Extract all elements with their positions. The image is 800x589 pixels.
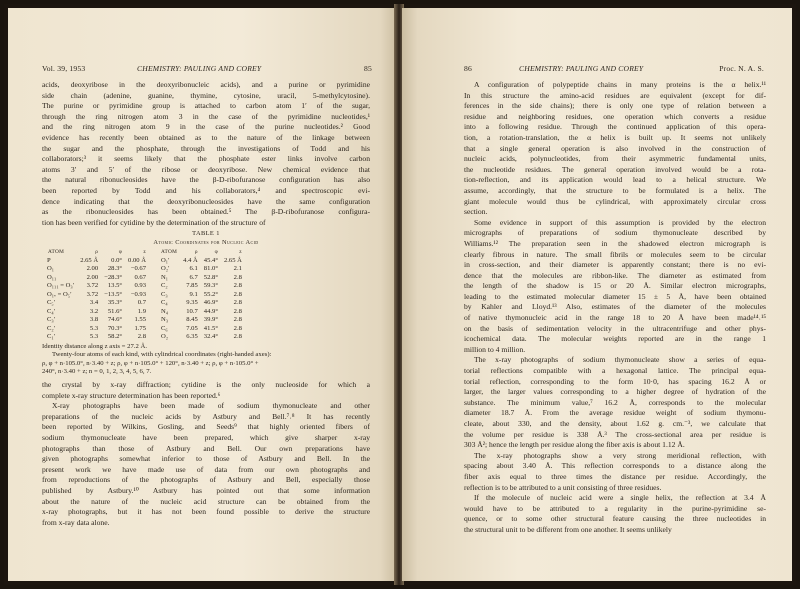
table-cell: C₃ <box>161 290 168 298</box>
table-cell: O₂ <box>161 333 169 341</box>
table-cell: 8.45 <box>186 316 198 324</box>
table-cell: 4.4 Å <box>183 256 198 264</box>
text-line: through the ring nitrogen atom 3 in the case of the pyrimidine nucleotides,¹ <box>42 111 370 121</box>
running-title: CHEMISTRY: PAULING AND COREY <box>137 64 262 73</box>
table-cell: 1.9 <box>137 307 146 315</box>
paragraph <box>42 80 370 228</box>
table-cell: 44.9° <box>203 307 218 315</box>
text-line: complete x-ray structure determination has been reported.⁶ <box>42 390 221 400</box>
journal-label: Proc. N. A. S. <box>719 64 764 73</box>
paragraph <box>464 355 766 450</box>
table-cell: 2.65 Å <box>80 256 99 264</box>
paragraph <box>42 401 370 528</box>
table-cell: C₃′ <box>47 316 56 324</box>
table-row <box>45 265 245 274</box>
paragraph <box>464 493 766 535</box>
table-grid <box>45 248 245 342</box>
text-line: quence, or to some other structural feature causing the three nucleotides in <box>464 514 766 524</box>
text-line: nucleic acids, polynucleotides, from their asymmetric fundamental units, <box>464 154 766 164</box>
text-line: 303 Å²; hence the length per residue along the fiber axis is about 1.12 Å. <box>464 440 685 450</box>
text-line: that a single general operation is also involved in the construction of <box>464 143 766 153</box>
text-line: tion, a rotation-translation, the α helix is built up. It seems not unlikely <box>464 132 766 142</box>
text-line: cleate, about 330, and the density, about 1.62 g. cm.⁻³, we calculate that <box>464 419 766 428</box>
table-row <box>45 308 245 317</box>
right-body <box>464 80 766 536</box>
table-cell: O₁ᵥ = O₅′ <box>47 290 72 298</box>
text-line: the crystal by x-ray diffraction; cytidine is the only nucleoside for which a <box>42 380 370 389</box>
table-cell: 5.3 <box>89 324 99 332</box>
text-line: If the molecule of nucleic acid were a single helix, the reflection at 3.4 Å <box>474 493 766 503</box>
table-cell: 70.3° <box>107 324 123 332</box>
table-row <box>45 274 245 283</box>
text-line: on the basis of sedimentation velocity in the ultracentrifuge and other phys- <box>464 323 766 333</box>
table-row <box>45 257 245 266</box>
table-cell: O₂′ <box>161 265 170 273</box>
text-line: published by Astbury.¹⁰ Astbury has pointed out that some information <box>42 485 370 495</box>
text-line: acids, deoxyribose in the deoxyribonucleic acids), and a purine or pyrimidine <box>42 80 370 89</box>
table-cell: 2.00 <box>86 273 99 281</box>
text-line: fiber axis equal to three times the distance per residue. Accordingly, the <box>464 471 766 481</box>
text-line: in cross-section, and their diameter is apparently constant; there is no evi- <box>464 260 766 270</box>
text-line: of native thymonucleic acid in the range 18 to 20 Å have been made¹⁴˒¹⁵ <box>464 313 766 323</box>
table-cell: −13.5° <box>104 290 123 298</box>
table-cell: 2.8 <box>233 290 242 298</box>
table-cell: 6.1 <box>189 265 198 273</box>
table-cell: 0.93 <box>134 282 146 290</box>
table-cell: 6.7 <box>189 273 198 281</box>
text-line: x-ray photographs, but it has not been found possible to derive the structure <box>42 507 370 517</box>
table-cell: P <box>47 256 51 264</box>
table-column-header: z <box>143 249 146 256</box>
table-cell: 55.2° <box>203 290 218 298</box>
table-cell: 5.3 <box>89 333 99 341</box>
table-cell: 51.6° <box>107 307 123 315</box>
table-cell: N₁ <box>161 273 169 281</box>
text-line: the length of the shadow is 15 or 20 Å. Similar electron micrographs, <box>464 281 766 291</box>
text-line: A configuration of polypeptide chains in many proteins is the α helix.¹¹ <box>474 80 766 89</box>
text-line: from x-ray data alone. <box>42 517 110 527</box>
text-line: reflection is to be attributed to a unit consisting of three residues. <box>464 482 662 492</box>
text-line: Williams.¹² The preparation seen in the shadowed electron micrograph is <box>464 238 766 248</box>
table-column-header: z <box>239 249 242 256</box>
text-line: by Kahler and Lloyd.¹³ Also, estimates of the diameter of the molecules <box>464 302 766 312</box>
paragraph <box>464 218 766 356</box>
text-line: diameter 18.7 Å. From the average residue weight of sodium thymonu- <box>464 408 766 418</box>
table-cell: −0.93 <box>130 290 146 298</box>
text-line: torial reflections compatible with a hexagonal lattice. The principal equa- <box>464 366 766 376</box>
text-line: section. <box>464 207 488 217</box>
table-row <box>45 291 245 300</box>
text-line: spacing about 3.40 Å. This reflection corresponds to a distance along the <box>464 461 766 471</box>
table-cell: 9.1 <box>189 290 198 298</box>
table-cell: 3.2 <box>89 307 99 315</box>
table-column-header: ATOM <box>48 249 65 256</box>
table-cell: −0.67 <box>130 265 146 273</box>
text-line: ferences in the side chains); there is only one type of relation between a <box>464 101 766 111</box>
table-cell: 2.8 <box>233 333 242 341</box>
text-line: been reported by Wilkins, Gosling, and Seeds⁹ that highly oriented fibers of <box>42 422 370 432</box>
text-line: residue and neighboring residues, one operation which converts a residue <box>464 111 766 121</box>
text-line: sodium thymonucleate have been prepared, which give sharper x-ray <box>42 432 370 442</box>
table-cell: 2.8 <box>233 273 242 281</box>
table-note-line: Twenty-four atoms of each kind, with cylindrical coordinates (right-handed axes): <box>52 351 272 359</box>
text-line: Some evidence in support of this assumption is provided by the electron <box>474 217 766 227</box>
table-cell: 35.3° <box>107 299 123 307</box>
text-line: million to 4 million. <box>464 344 526 354</box>
left-page <box>8 8 396 581</box>
table-row <box>45 299 245 308</box>
page-number: 85 <box>364 64 372 73</box>
table-cell: 0.0° <box>111 256 123 264</box>
table-cell: 39.9° <box>203 316 218 324</box>
text-line: The x-ray photographs of sodium thymonucleate show a series of equa- <box>474 355 766 365</box>
table-cell: 2.8 <box>233 324 242 332</box>
text-line: the sugar and the phosphate, through the investigations of Todd and his <box>42 143 370 153</box>
table-cell: 9.35 <box>186 299 198 307</box>
text-line: present work we have made use of data from our own photographs and <box>42 464 370 474</box>
table-note-line: ρ, φ + n·105.0°, n·3.40 + z; ρ, φ + n·105.0° + 120°, n·3.40 + z; ρ, φ + n·105.0° + <box>42 359 259 367</box>
table-row <box>45 282 245 291</box>
text-line: In this structure the amino-acid residues are equivalent (except for dif- <box>464 90 766 100</box>
table-cell: 13.5° <box>107 282 123 290</box>
table-cell: 3.72 <box>86 290 99 298</box>
table-note-line: 240°, n·3.40 + z; n = 0, 1, 2, 3, 4, 5, 6, 7. <box>42 368 152 376</box>
table-cell: −28.3° <box>104 273 123 281</box>
table-cell: 2.8 <box>233 282 242 290</box>
text-line: about the nature of the nucleic acid structure can be obtained from the <box>42 496 370 506</box>
running-title: CHEMISTRY: PAULING AND COREY <box>519 64 644 73</box>
table-column-header: ρ <box>95 249 99 256</box>
text-line: tion-reflection, and its application would lead to a helical structure. We <box>464 175 766 185</box>
table-cell: 2.8 <box>233 299 242 307</box>
text-line: micrographs of preparations of sodium thymonucleate described by <box>464 228 766 238</box>
table-cell: C₄ <box>161 299 168 307</box>
text-line: giant molecule would thus be cylindrical, with approximately circular cross <box>464 196 766 206</box>
table-cell: 1.75 <box>134 324 146 332</box>
text-line: the nucleotide residues. The general operation involved would be a rota- <box>464 164 766 174</box>
table-cell: 0.67 <box>134 273 146 281</box>
text-line: tion has been verified for cytidine by the determination of the structure of <box>42 217 266 227</box>
table-cell: O₁₁₁ = O₃′ <box>47 282 75 290</box>
text-line: The x-ray photographs show a very strong meridional reflection, with <box>474 450 766 460</box>
table-column-header: ATOM <box>161 249 178 256</box>
coordinates-table <box>42 230 370 377</box>
table-cell: 6.35 <box>186 333 198 341</box>
text-line: leading to the estimated molecular diameter 15 ± 5 Å, have been obtained <box>464 291 766 301</box>
table-cell: O₁₁ <box>47 273 57 281</box>
table-cell: 28.3° <box>107 265 123 273</box>
table-cell: 7.05 <box>186 324 198 332</box>
paragraph <box>464 80 766 218</box>
table-cell: C₆ <box>161 324 168 332</box>
table-cell: 0.7 <box>137 299 146 307</box>
table-cell: N₄ <box>161 307 169 315</box>
text-line: side chain (adenine, guanine, thymine, cytosine, uracil, 5-methylcytosine). <box>42 90 370 100</box>
text-line: into a following residue. Through the continued application of this opera- <box>464 122 766 132</box>
book-spread <box>4 4 796 585</box>
text-line: photographs than those of Astbury and Bell. Our own preparations have <box>42 443 370 453</box>
right-page <box>402 8 792 581</box>
table-cell: 7.85 <box>186 282 198 290</box>
table-cell: 45.4° <box>203 256 218 264</box>
table-row <box>45 333 245 342</box>
text-line: as the ribonucleosides has been obtained.⁵ The β-D-ribofuranose configura- <box>42 207 370 217</box>
text-line: been reported by Todd and his collaborators,⁴ and spectroscopic evi- <box>42 185 370 195</box>
text-line: dence indicating that the deoxyribonucleosides have the same configuration <box>42 196 370 206</box>
table-cell: C₅′ <box>47 299 56 307</box>
text-line: clearly fibrous in nature. The small fibrils or molecules seem to be circular <box>464 249 766 259</box>
text-line: atoms 3′ and 5′ of the ribose or deoxyribose. New chemical evidence that <box>42 164 370 174</box>
table-cell: C₁′ <box>47 333 56 341</box>
table-cell: 2.65 Å <box>223 256 242 264</box>
table-cell: 2.8 <box>137 333 146 341</box>
table-row <box>45 325 245 334</box>
text-line: preparations of the nucleic acids by Astbury and Bell.⁷˒⁸ It has recently <box>42 411 370 421</box>
table-cell: C₄′ <box>47 307 56 315</box>
text-line: evidence has recently been obtained as to the nature of the linkage between <box>42 132 370 142</box>
text-line: given photographs somewhat inferior to those of Astbury and Bell. In the <box>42 454 370 464</box>
paragraph <box>42 380 370 401</box>
table-column-header: ρ <box>194 249 198 256</box>
text-line: torial reflection, corresponding to the form 10·0, has spacing 16.2 Å or <box>464 376 766 386</box>
table-cell: 2.00 <box>86 265 99 273</box>
text-line: larger, the larger values corresponding to a higher degree of hydration of the <box>464 387 766 397</box>
text-line: dence that the molecules are ribbon-like. The diameter as estimated from <box>464 270 766 280</box>
text-line: icochemical data. The molecular weights reported are in the range 1 <box>464 334 766 344</box>
table-label: TABLE 1 <box>192 230 220 238</box>
text-line: assume, accordingly, that the structure to be formulated is a helix. The <box>464 185 766 195</box>
table-cell: 3.8 <box>89 316 99 324</box>
text-line: would have to be attributed to a regularity in the purine-pyrimidine se- <box>464 503 766 513</box>
table-cell: 2.8 <box>233 307 242 315</box>
table-cell: 46.9° <box>203 299 218 307</box>
table-column-header: φ <box>118 249 123 256</box>
table-cell: C₂ <box>161 282 168 290</box>
table-cell: 59.3° <box>203 282 218 290</box>
text-line: The purine or pyrimidine group is attached to carbon atom 1′ of the sugar, <box>42 101 370 111</box>
text-line: from reproductions of the photographs of Astbury and Bell, especially those <box>42 475 370 485</box>
table-cell: N₃ <box>161 316 169 324</box>
table-cell: 81.0° <box>203 265 218 273</box>
volume-label: Vol. 39, 1953 <box>42 64 86 73</box>
table-cell: 10.7 <box>186 307 198 315</box>
table-cell: 0.00 Å <box>128 256 146 264</box>
table-cell: C₂′ <box>47 324 56 332</box>
table-cell: 1.55 <box>134 316 146 324</box>
table-notes <box>42 343 370 377</box>
text-line: the volume per residue is 338 Å.³ The cross-sectional area per residue is <box>464 429 766 439</box>
text-line: X-ray photographs have been made of sodium thymonucleate and other <box>52 401 370 411</box>
table-cell: O₁ <box>47 265 55 273</box>
paragraph <box>464 451 766 493</box>
page-number: 86 <box>464 64 472 73</box>
table-note-line: Identity distance along z axis = 27.2 Å. <box>42 342 147 350</box>
table-cell: 2.1 <box>233 265 242 273</box>
table-title: Atomic Coordinates for Nucleic Acid <box>153 238 259 246</box>
text-line: the structural unit to be different from one another. It seems unlikely <box>464 524 672 534</box>
table-cell: 41.5° <box>203 324 218 332</box>
table-cell: 3.72 <box>86 282 99 290</box>
text-line: collaborators;³ it seems likely that the phosphate ester links involve carbon <box>42 154 370 164</box>
text-line: the natural ribonucleosides have the β-D-ribofuranose configuration has also <box>42 175 370 185</box>
text-line: substance. The minimum value,⁷ 16.2 Å, corresponds to the molecular <box>464 397 766 407</box>
text-line: and the ring nitrogen atom 9 in the case of the purine nucleotides.² Good <box>42 122 370 132</box>
left-body <box>42 80 370 528</box>
table-cell: 52.8° <box>203 273 218 281</box>
table-cell: 58.2° <box>107 333 123 341</box>
table-row <box>45 316 245 325</box>
table-cell: 3.4 <box>89 299 99 307</box>
table-column-header: φ <box>214 249 218 256</box>
table-cell: O₁′ <box>161 256 170 264</box>
table-cell: 2.8 <box>233 316 242 324</box>
table-cell: 32.4° <box>203 333 218 341</box>
table-cell: 74.6° <box>107 316 123 324</box>
